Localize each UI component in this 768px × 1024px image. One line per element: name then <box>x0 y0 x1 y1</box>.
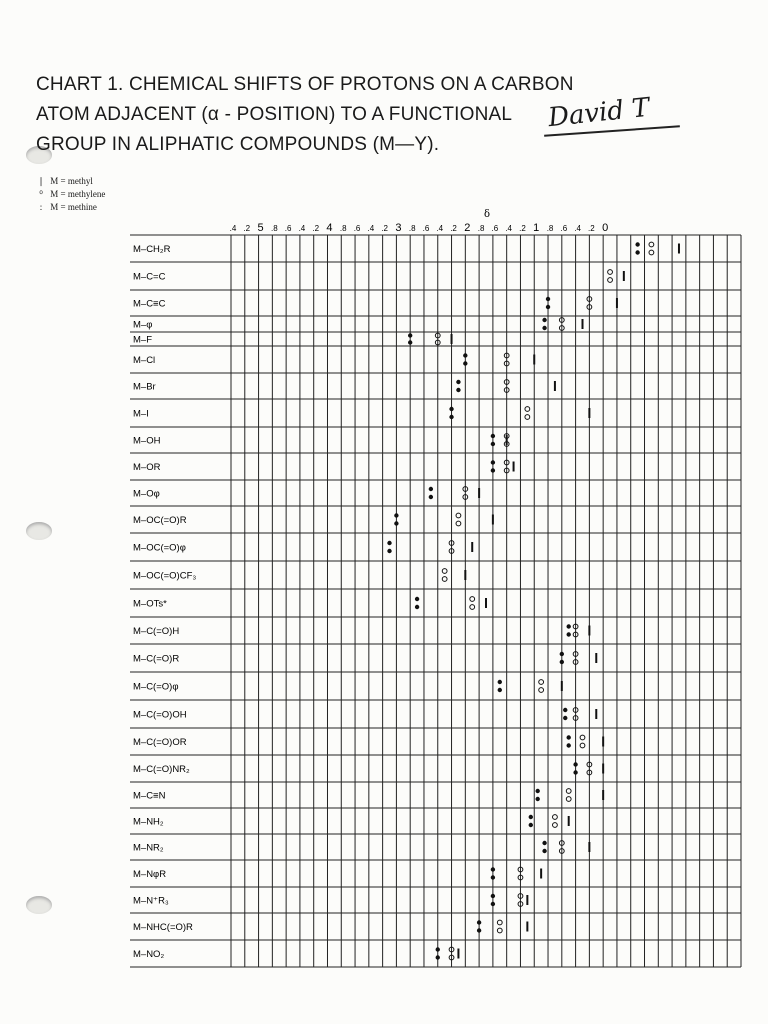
row-label: M–OC(=O)φ <box>133 542 186 554</box>
methylene-open-circle <box>470 597 475 602</box>
row-label: M–C=C <box>133 271 166 283</box>
methine-dot <box>456 388 460 392</box>
methylene-open-circle <box>580 743 585 748</box>
methine-dot <box>535 789 539 793</box>
x-tick-label: .2 <box>243 224 251 233</box>
row-label: M–C(=O)R <box>133 653 180 665</box>
x-tick-label: .4 <box>298 224 306 233</box>
methine-dot <box>415 605 419 609</box>
x-tick-label: .2 <box>312 224 320 233</box>
methine-dot <box>567 624 571 628</box>
methylene-open-circle <box>456 521 461 526</box>
row-label: M–OH <box>133 435 161 447</box>
x-tick-label: .6 <box>353 224 361 233</box>
methine-dot <box>560 652 564 656</box>
handwritten-signature: David T <box>546 92 651 134</box>
row-label: M–C≡N <box>133 790 166 802</box>
methylene-open-circle <box>497 928 502 933</box>
x-tick-label: .2 <box>381 224 388 233</box>
methine-dot <box>387 541 391 545</box>
x-tick-label: .4 <box>367 224 375 233</box>
methine-dot <box>436 947 440 951</box>
methine-dot <box>408 340 412 344</box>
row-label: M–NφR <box>133 869 167 880</box>
methylene-open-circle <box>608 270 613 275</box>
methine-dot <box>463 361 467 365</box>
row-label: M–NR₂ <box>133 842 164 854</box>
x-tick-label: .6 <box>422 224 430 233</box>
methine-dot <box>491 468 495 472</box>
x-tick-label: .8 <box>339 224 347 233</box>
x-axis-label: δ <box>483 209 491 220</box>
x-tick-label: 4 <box>326 222 333 234</box>
x-tick-label: 5 <box>257 222 264 234</box>
methine-dot <box>567 743 571 747</box>
row-label: M–NHC(=O)R <box>133 922 193 933</box>
methylene-open-circle <box>470 605 475 610</box>
methine-dot <box>635 250 639 254</box>
row-label: M–OC(=O)CF₃ <box>133 570 197 582</box>
methine-dot <box>491 434 495 438</box>
row-label: M–I <box>133 408 149 420</box>
methine-dot <box>529 815 533 819</box>
methine-dot <box>491 902 495 906</box>
methine-dot <box>477 920 481 924</box>
methine-dot <box>429 495 433 499</box>
x-tick-label: .6 <box>491 224 499 233</box>
legend-label: M = methylene <box>50 189 106 199</box>
row-label: M–C(=O)H <box>133 626 180 637</box>
methine-dot <box>394 513 398 517</box>
row-label: M–NH₂ <box>133 816 164 828</box>
methylene-open-circle <box>649 242 654 247</box>
methylene-open-circle <box>525 415 530 420</box>
x-tick-label: .8 <box>271 224 278 233</box>
row-label: M–Br <box>133 381 156 393</box>
row-label: M–C(=O)OH <box>133 709 187 721</box>
methine-dot <box>429 487 433 491</box>
methylene-open-circle <box>539 680 544 685</box>
legend-label: M = methine <box>50 202 97 212</box>
row-label: M–Oφ <box>133 488 160 500</box>
methine-dot <box>408 333 412 337</box>
row-label: M–φ <box>133 319 153 331</box>
methine-dot <box>563 716 567 720</box>
methine-dot <box>491 894 495 898</box>
methylene-open-circles-icon: ⁰ <box>39 189 43 199</box>
row-label: M–OR <box>133 462 161 473</box>
chart-title-line-3: GROUP IN ALIPHATIC COMPOUNDS (M—Y). <box>36 134 440 155</box>
row-label: M–Cl <box>133 355 156 366</box>
row-label: M–OC(=O)R <box>133 515 187 526</box>
row-label: M–NO₂ <box>133 949 165 960</box>
row-label: M–C(=O)φ <box>133 681 179 693</box>
x-tick-label: .4 <box>229 224 237 233</box>
x-tick-label: .8 <box>408 224 416 233</box>
methine-dot <box>491 875 495 879</box>
methine-dot <box>635 242 639 246</box>
methine-dot <box>387 549 391 553</box>
methylene-open-circle <box>456 513 461 518</box>
x-tick-label: .4 <box>436 224 444 233</box>
chart-title-line-2: ATOM ADJACENT (α - POSITION) TO A FUNCTIONAL <box>36 104 513 125</box>
row-label: M–C≡C <box>133 298 166 310</box>
row-label: M–F <box>133 334 152 346</box>
methylene-open-circle <box>649 250 654 255</box>
row-label: M–C(=O)NR₂ <box>133 764 190 775</box>
x-tick-label: 1 <box>533 222 540 234</box>
methine-dot <box>542 849 546 853</box>
methine-dot <box>449 415 453 419</box>
x-tick-label: .4 <box>505 224 513 233</box>
methylene-open-circle <box>553 815 558 820</box>
methine-dot <box>491 460 495 464</box>
methine-dot <box>456 380 460 384</box>
x-tick-label: .8 <box>477 224 485 233</box>
methylene-open-circle <box>442 569 447 574</box>
methine-dot <box>567 735 571 739</box>
legend-label: M = methyl <box>50 176 93 186</box>
methine-dot <box>542 841 546 845</box>
methine-filled-dots-icon: : <box>39 202 43 212</box>
methine-dot <box>394 521 398 525</box>
methine-dot <box>415 597 419 601</box>
methine-dot <box>498 688 502 692</box>
methyl-bar-icon: ❘ <box>37 176 45 186</box>
x-tick-label: .2 <box>519 224 526 233</box>
methylene-open-circle <box>442 577 447 582</box>
methine-dot <box>567 632 571 636</box>
methine-dot <box>477 928 481 932</box>
methine-dot <box>436 955 440 959</box>
row-label: M–N⁺R₃ <box>133 895 169 907</box>
methylene-open-circle <box>539 688 544 693</box>
methylene-open-circle <box>580 735 585 740</box>
x-tick-label: .6 <box>560 224 568 233</box>
methylene-open-circle <box>497 920 502 925</box>
methine-dot <box>491 867 495 871</box>
methylene-open-circle <box>553 823 558 828</box>
methine-dot <box>529 823 533 827</box>
methine-dot <box>449 407 453 411</box>
methylene-open-circle <box>566 797 571 802</box>
x-tick-label: 3 <box>395 222 402 234</box>
x-tick-label: .4 <box>574 224 581 233</box>
row-label: M–OTs* <box>133 598 167 610</box>
methine-dot <box>546 297 550 301</box>
methylene-open-circle <box>608 278 613 283</box>
methine-dot <box>491 442 495 446</box>
methine-dot <box>542 318 546 322</box>
methine-dot <box>535 797 539 801</box>
row-label: M–C(=O)OR <box>133 737 187 748</box>
methine-dot <box>546 305 550 309</box>
methine-dot <box>573 762 577 766</box>
row-label: M–CH₂R <box>133 244 171 255</box>
methylene-open-circle <box>566 789 571 794</box>
methine-dot <box>542 326 546 330</box>
methine-dot <box>563 708 567 712</box>
methine-dot <box>573 770 577 774</box>
methine-dot <box>498 680 502 684</box>
x-tick-label: .6 <box>284 224 292 233</box>
x-tick-label: 2 <box>464 222 471 234</box>
methine-dot <box>560 660 564 664</box>
methine-dot <box>463 353 467 357</box>
x-tick-label: .8 <box>546 224 554 233</box>
methylene-open-circle <box>525 407 530 412</box>
chart-title-line-1: CHART 1. CHEMICAL SHIFTS OF PROTONS ON A CARBON <box>36 74 574 95</box>
x-tick-label: .2 <box>588 224 595 233</box>
x-tick-label: 0 <box>602 222 609 234</box>
x-tick-label: .2 <box>450 224 457 233</box>
